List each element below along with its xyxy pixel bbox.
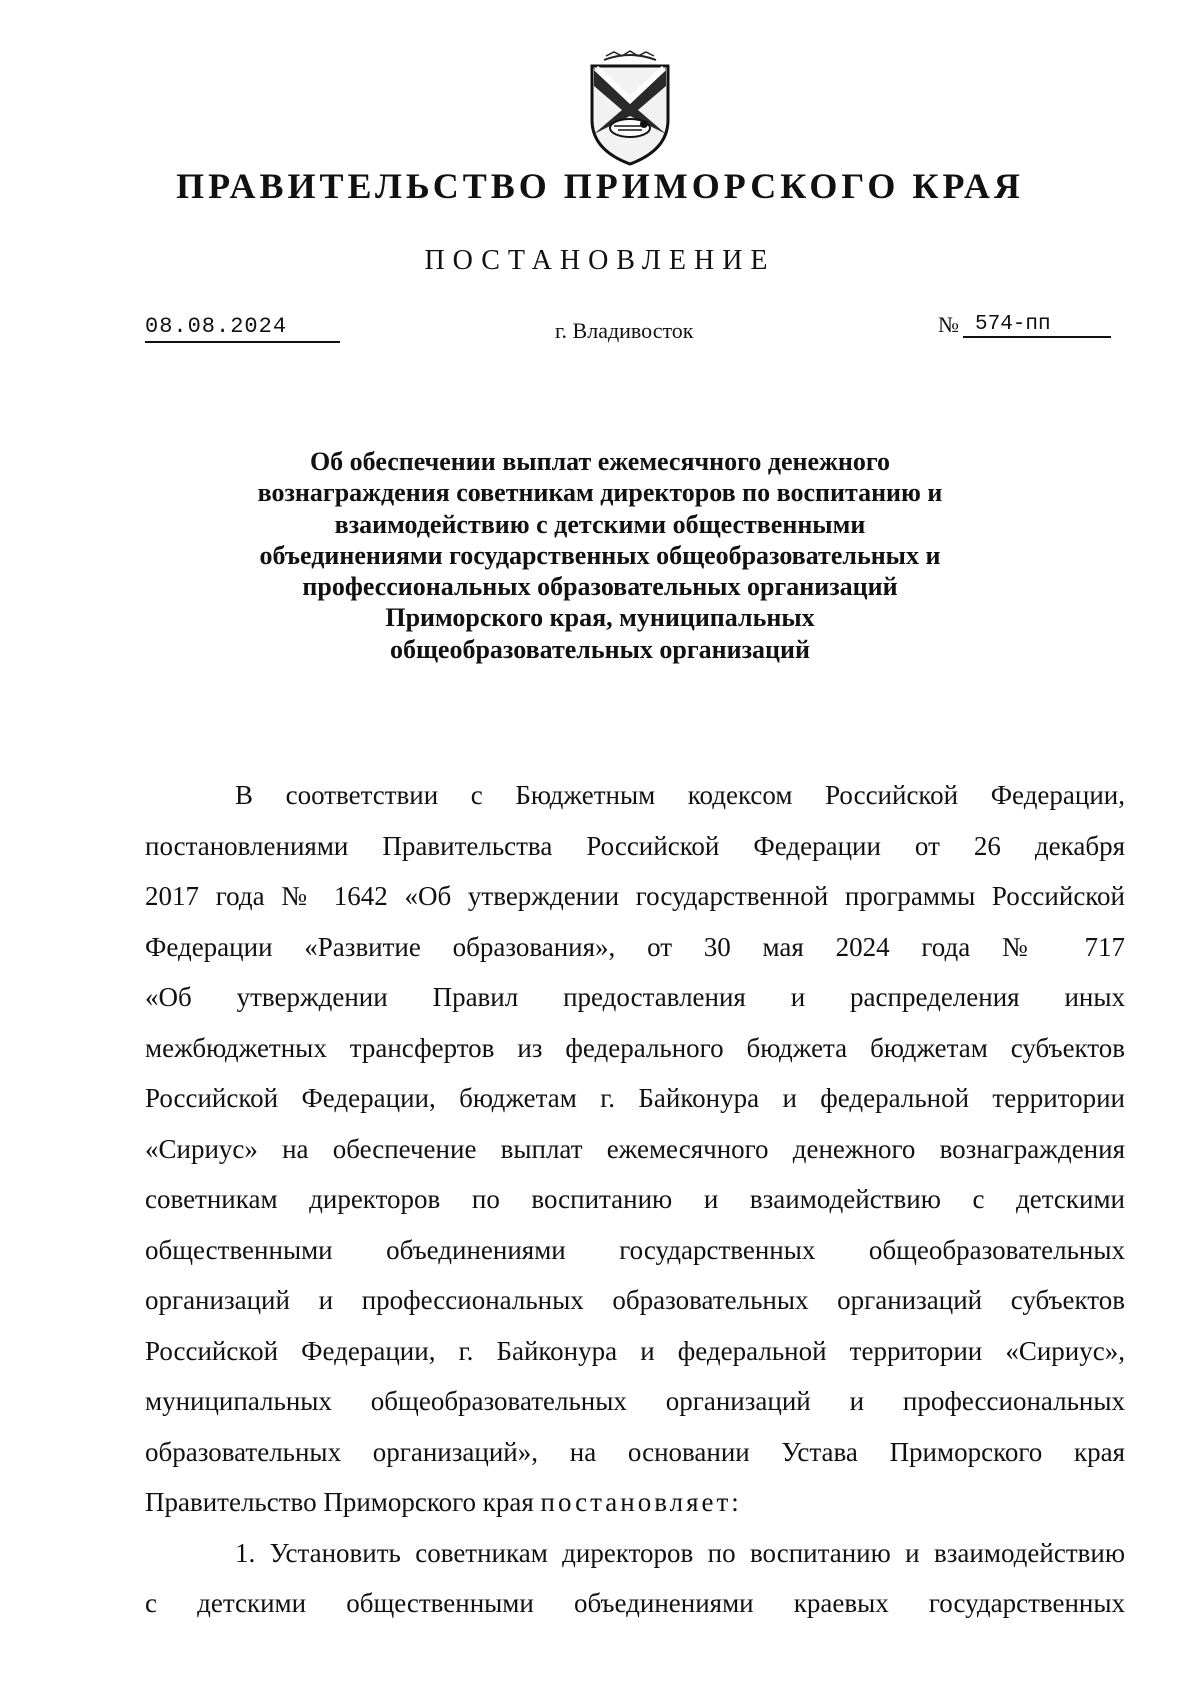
document-number: 574-пп — [963, 313, 1111, 338]
body-line: Федерации «Развитие образования», от 30 мая 2024 года № 717 — [145, 931, 1125, 962]
body-line: постановлениями Правительства Российской Федерации от 26 декабря — [145, 830, 1125, 861]
body-line: образовательных организаций», на основании Устава Приморского края — [145, 1436, 1125, 1467]
body-line: Российской Федерации, г. Байконура и федеральной территории «Сириус», — [145, 1335, 1125, 1366]
closing-line-prefix: Правительство Приморского края — [145, 1487, 541, 1517]
coat-of-arms-emblem — [584, 50, 676, 168]
body-line: Российской Федерации, бюджетам г. Байконура и федеральной территории — [145, 1083, 1125, 1113]
document-title — [200, 446, 1000, 665]
document-body — [145, 770, 1125, 1629]
document-date: 08.08.2024 — [145, 314, 340, 343]
closing-line-resolves: постановляет: — [540, 1487, 742, 1517]
item-1-line: с детскими общественными объединениями краевых государственных — [145, 1588, 1125, 1618]
body-line: муниципальных общеобразовательных организаций и профессиональных — [145, 1386, 1125, 1416]
body-line: В соответствии с Бюджетным кодексом Российской Федерации, — [235, 780, 1125, 810]
document-number-block — [938, 312, 1111, 338]
closing-line — [145, 1477, 1125, 1528]
organization-title: ПРАВИТЕЛЬСТВО ПРИМОРСКОГО КРАЯ — [176, 166, 1024, 206]
title-line: Об обеспечении выплат ежемесячного денежного — [309, 447, 891, 476]
title-line: взаимодействию с детскими общественными — [334, 509, 866, 539]
title-line: вознаграждения советникам директоров по воспитанию и — [257, 478, 943, 508]
number-sign: № — [938, 312, 959, 337]
body-line: 2017 года № 1642 «Об утверждении государственной программы Российской — [145, 881, 1125, 911]
item-1-line: 1. Установить советникам директоров по воспитанию и взаимодействию — [235, 1537, 1125, 1568]
title-line: объединениями государственных общеобразовательных и — [259, 540, 941, 570]
body-line: общественными объединениями государственных общеобразовательных — [145, 1234, 1125, 1265]
title-line: Приморского края, муниципальных — [385, 603, 815, 633]
title-line: общеобразовательных организаций — [389, 634, 810, 664]
body-line: советникам директоров по воспитанию и взаимодействию с детскими — [145, 1184, 1125, 1214]
document-city: г. Владивосток — [555, 318, 694, 343]
body-line: «Сириус» на обеспечение выплат ежемесячного денежного вознаграждения — [145, 1133, 1125, 1164]
document-type: ПОСТАНОВЛЕНИЕ — [424, 245, 776, 276]
body-line: межбюджетных трансфертов из федерального бюджета бюджетам субъектов — [145, 1032, 1125, 1063]
title-line: профессиональных образовательных организаций — [302, 572, 898, 602]
body-line: организаций и профессиональных образовательных организаций субъектов — [145, 1285, 1125, 1315]
body-line: «Об утверждении Правил предоставления и распределения иных — [145, 982, 1125, 1012]
